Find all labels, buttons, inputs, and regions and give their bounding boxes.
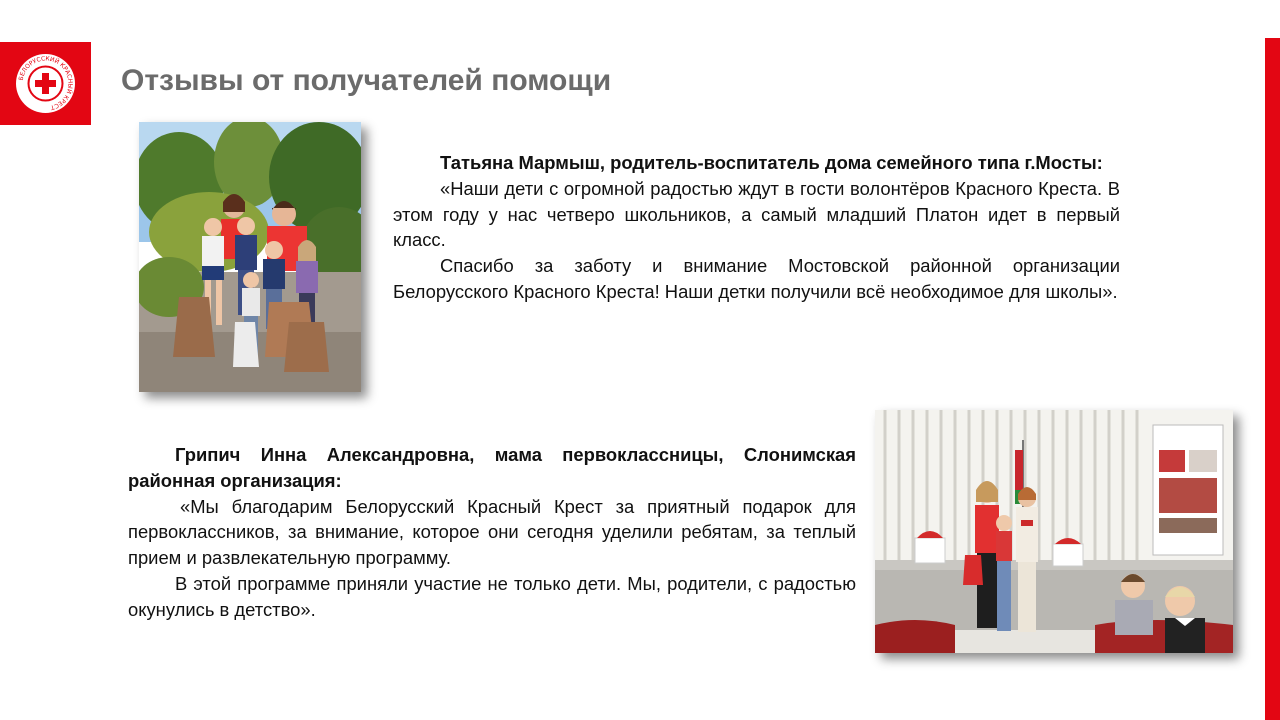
reviewer-name: Татьяна Мармыш, родитель-воспитатель дома семейного типа г.Мосты: (440, 152, 1103, 173)
review-paragraph: «Наши дети с огромной радостью ждут в гости волонтёров Красного Креста. В этом году у нас четверо школьников, а самый младший Платон идет в первый класс. (393, 177, 1120, 251)
logo-ring-text: БЕЛОРУССКИЙ КРАСНЫЙ КРЕСТ (17, 55, 74, 111)
logo-badge (0, 42, 91, 125)
red-cross-emblem (16, 54, 75, 113)
review-paragraph: В этой программе приняли участие не только дети. Мы, родители, с радостью окунулись в детство». (128, 572, 856, 620)
review-inna (128, 442, 856, 623)
review-tatyana (393, 150, 1120, 305)
family-photo (139, 122, 361, 392)
red-cross-icon (16, 54, 75, 113)
right-accent-bar (1265, 38, 1280, 720)
review-paragraph: Спасибо за заботу и внимание Мостовской районной организации Белорусского Красного Креста! Наши детки получили всё необходимое для школы». (393, 255, 1120, 302)
reviewer-name: Грипич Инна Александровна, мама первоклассницы, Слонимская районная организация: (128, 444, 856, 491)
event-photo (875, 410, 1233, 653)
page-title: Отзывы от получателей помощи (121, 64, 612, 97)
review-paragraph: «Мы благодарим Белорусский Красный Крест за приятный подарок для первоклассников, за внимание, которое они сегодня уделили ребятам, за теплый прием и развлекательную программу. (128, 495, 856, 569)
